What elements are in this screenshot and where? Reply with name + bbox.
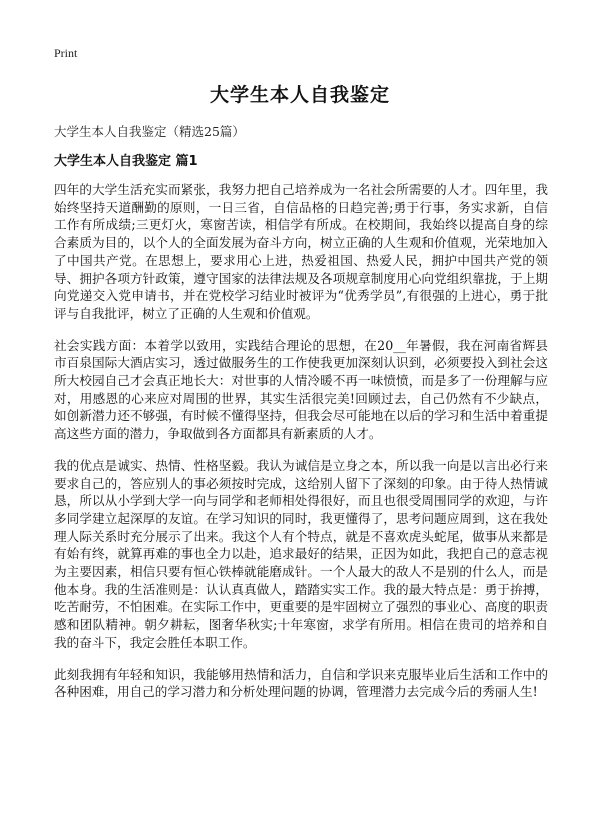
- section-heading: 大学生本人自我鉴定 篇1: [54, 154, 198, 169]
- page-title: 大学生本人自我鉴定: [209, 84, 390, 106]
- document-body: [54, 181, 548, 715]
- print-label: Print: [54, 46, 78, 60]
- paragraph: 此刻我拥有年轻和知识，我能够用热情和活力，自信和学识来克服毕业后生活和工作中的各种困难，用自己的学习潜力和分析处理问题的协调，管理潜力去完成今后的秀丽人生!: [54, 666, 548, 700]
- document-subtitle: 大学生本人自我鉴定（精选25篇）: [54, 124, 245, 139]
- paragraph: 四年的大学生活充实而紧张，我努力把自己培养成为一名社会所需要的人才。四年里，我始终坚持天道酬勤的原则，一日三省，自信品格的日趋完善;勇于行事，务实求新，自信工作有所成绩;三更灯火，寒窗苦读，相信学有所成。在校期间，我始终以提高自身的综合素质为目的，以个人的全面发展为奋斗方向，树立正确的人生观和价值观，光荣地加入了中国共产党。在思想上，要求用心上进，热爱祖国、热爱人民，拥护中国共产党的领导、拥护各项方针政策，遵守国家的法律法规及各项规章制度用心向党组织靠拢，于上期向党递交入党申请书，并在党校学习结业时被评为“优秀学员”,有很强的上进心，勇于批评与自我批评，树立了正确的人生观和价值观。: [54, 182, 548, 321]
- paragraph: 社会实践方面：本着学以致用，实践结合理论的思想，在20__年暑假，我在河南省辉县市百泉国际大酒店实习，透过做服务生的工作使我更加深刻认识到，必须要投入到社会这所大校园自己才会真正地长大：对世事的人情冷暖不再一味愤愤，而是多了一份理解与应对，用感恩的心来应对周围的世界，其实生活很完美!回顾过去，自己仍然有不少缺点，如创新潜力还不够强，有时候不懂得坚持，但我会尽可能地在以后的学习和生活中着重提高这些方面的潜力，争取做到各方面都具有新素质的人才。: [54, 337, 548, 442]
- paragraph: 我的优点是诚实、热情、性格坚毅。我认为诚信是立身之本，所以我一向是以言出必行来要求自己的，答应别人的事必须按时完成，这给别人留下了深刻的印象。由于待人热情诚恳，所以从小学到大学一向与同学和老师相处得很好，而且也很受周围同学的欢迎，与许多同学建立起深厚的友谊。在学习知识的同时，我更懂得了，思考问题应周到，这在我处理人际关系时充分展示了出来。我这个人有个特点，就是不喜欢虎头蛇尾，做事从来都是有始有终，就算再难的事也全力以赴，追求最好的结果，正因为如此，我把自己的意志视为主要因素，相信只要有恒心铁棒就能磨成针。一个人最大的敌人不是别的什么人，而是他本身。我的生活准则是：认认真真做人，踏踏实实工作。我的最大特点是：勇于拚搏，吃苦耐劳，不怕困难。在实际工作中，更重要的是牢固树立了强烈的事业心、高度的职责感和团队精神。朝夕耕耘，图奢华秋实;十年寒窗，求学有所用。相信在贵司的培养和自我的奋斗下，我定会胜任本职工作。: [54, 457, 548, 650]
